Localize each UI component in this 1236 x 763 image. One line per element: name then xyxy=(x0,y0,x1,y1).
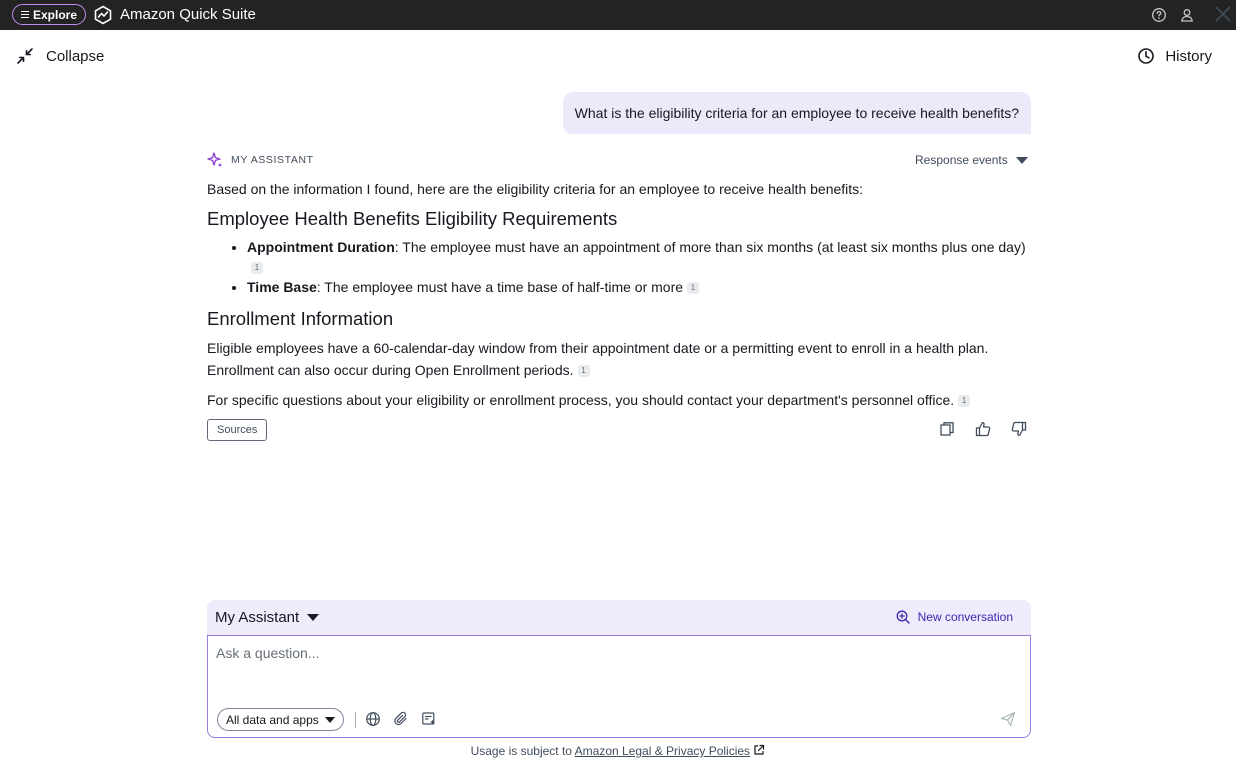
contact-text: For specific questions about your eligibility or enrollment process, you should contact your department's personnel office. xyxy=(207,392,955,408)
new-conversation-icon xyxy=(896,610,910,624)
globe-icon[interactable] xyxy=(365,711,381,727)
bullet-term: Time Base xyxy=(247,279,317,295)
history-button[interactable] xyxy=(1137,45,1212,67)
app-title: Amazon Quick Suite xyxy=(120,6,256,23)
question-input-box xyxy=(207,635,1031,738)
caret-down-icon xyxy=(1016,157,1028,164)
new-conversation-button[interactable] xyxy=(896,610,1013,624)
help-icon[interactable] xyxy=(1151,7,1167,23)
response-events-toggle[interactable] xyxy=(915,153,1028,167)
list-item xyxy=(247,277,1031,297)
user-message-bubble xyxy=(563,92,1031,134)
caret-down-icon xyxy=(307,614,319,621)
answer-intro: Based on the information I found, here are the eligibility criteria for an employee to receive health benefits: xyxy=(207,181,864,197)
toolbar-divider xyxy=(355,712,356,728)
thumbs-up-icon[interactable] xyxy=(975,421,991,437)
close-icon[interactable] xyxy=(1214,5,1232,23)
usage-footer xyxy=(0,744,1236,758)
legal-link-label: Amazon Legal & Privacy Policies xyxy=(574,744,751,758)
list-item xyxy=(247,237,1031,277)
top-bar xyxy=(0,0,1236,30)
thumbs-down-icon[interactable] xyxy=(1011,421,1027,437)
caret-down-icon xyxy=(325,717,335,723)
collapse-button[interactable] xyxy=(16,45,104,67)
bullet-term: Appointment Duration xyxy=(247,239,395,255)
data-scope-label: All data and apps xyxy=(226,712,319,727)
citation-badge[interactable]: 1 xyxy=(958,395,970,407)
copy-icon[interactable] xyxy=(939,421,955,437)
user-profile-icon[interactable] xyxy=(1179,7,1195,23)
explore-button[interactable] xyxy=(12,4,86,25)
legal-policies-link[interactable] xyxy=(575,744,750,758)
history-label: History xyxy=(1165,47,1212,65)
assistant-answer xyxy=(207,179,1031,419)
composer-panel xyxy=(207,600,1031,738)
clock-icon xyxy=(1137,47,1155,65)
citation-badge[interactable]: 1 xyxy=(578,365,590,377)
collapse-label: Collapse xyxy=(46,47,105,65)
assistant-selector[interactable] xyxy=(215,609,319,626)
send-icon[interactable] xyxy=(1000,711,1016,727)
new-conversation-label: New conversation xyxy=(917,610,1013,624)
assistant-label: MY ASSISTANT xyxy=(231,154,314,166)
explore-label: Explore xyxy=(33,7,78,22)
footer-prefix: Usage is subject to xyxy=(470,744,572,758)
prompt-library-icon[interactable] xyxy=(421,711,437,727)
attachment-icon[interactable] xyxy=(393,711,409,727)
answer-heading-eligibility: Employee Health Benefits Eligibility Requirements xyxy=(207,208,618,229)
sources-button[interactable]: Sources xyxy=(207,419,267,441)
citation-badge[interactable]: 1 xyxy=(687,282,699,294)
assistant-header xyxy=(207,152,314,168)
contact-paragraph xyxy=(207,389,1031,411)
bullet-text: : The employee must have an appointment of more than six months (at least six months plus one day) xyxy=(394,239,1026,255)
user-message-text: What is the eligibility criteria for an employee to receive health benefits? xyxy=(574,105,1019,121)
assistant-selector-label: My Assistant xyxy=(215,609,300,626)
eligibility-list xyxy=(247,237,1031,297)
enrollment-text: Eligible employees have a 60-calendar-day window from their appointment date or a permitting event to enroll in a health plan. Enrollment can also occur during Open Enrollment periods. xyxy=(207,340,989,378)
citation-badge[interactable]: 1 xyxy=(251,262,263,274)
quick-suite-logo-icon xyxy=(93,5,113,25)
menu-icon xyxy=(21,11,29,18)
question-input[interactable] xyxy=(216,642,996,664)
bullet-text: : The employee must have a time base of half-time or more xyxy=(316,279,684,295)
collapse-icon xyxy=(16,47,34,65)
response-events-label: Response events xyxy=(915,153,1008,167)
answer-heading-enrollment: Enrollment Information xyxy=(207,308,394,329)
sparkle-icon xyxy=(207,152,223,168)
data-scope-dropdown[interactable] xyxy=(217,708,344,731)
external-link-icon xyxy=(753,744,765,756)
enrollment-paragraph xyxy=(207,337,1031,381)
